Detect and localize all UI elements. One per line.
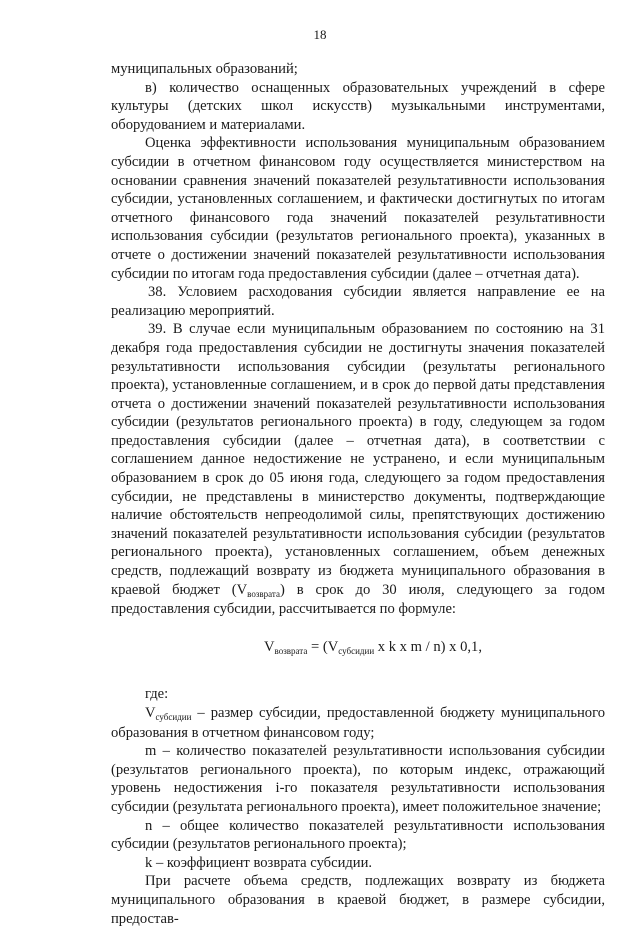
definition-m: m – количество показателей результативности использования субсидии (результатов регионального проекта), по которым индекс, отражающий уровень недостижения i-го показателя результативности использования субсидии (результата регионального проекта), имеет положительное значение; (111, 743, 605, 815)
formula-equals: = (V (307, 638, 339, 655)
definition-v: V (145, 705, 156, 721)
paragraph-item-v: в) количество оснащенных образовательных учреждений в сфере культуры (детских школ искусств) музыкальными инструментами, оборудованием и материалами. (111, 79, 605, 133)
document-body (111, 60, 605, 928)
paragraph-refund-calculation: При расчете объема средств, подлежащих возврату из бюджета муниципального образования в краевой бюджет, в размере субсидии, предостав- (111, 873, 605, 927)
definition-v-text: – размер субсидии, предоставленной бюджету муниципального образования в отчетном финансовом году; (111, 705, 605, 741)
paragraph-39-text-b: ) в срок до 30 июля, следующего за годом предоставления субсидии, рассчитывается по формуле: (111, 581, 605, 618)
definition-v-subsidy (111, 704, 605, 742)
paragraph-39 (111, 320, 605, 619)
refund-formula (111, 638, 605, 658)
formula-subscript-refund: возврата (274, 645, 308, 656)
definition-k: k – коэффициент возврата субсидии. (145, 854, 373, 871)
formula-tail: x k x m / n) x 0,1, (374, 638, 482, 655)
where-label: где: (145, 686, 169, 703)
paragraph-municipal-end: муниципальных образований; (111, 61, 298, 77)
paragraph-39-text-a: 39. В случае если муниципальным образованием по состоянию на 31 декабря года предоставления субсидии не достигнуты значения показателей результативности использования субсидии (результаты регионального проекта), установленные соглашением, и в срок до первой даты представления отчета о достижении значений показателей результативности использования субсидии (результатов регионального проекта) в году, следующем за годом предоставления субсидии (далее – отчетная дата), в соответствии с соглашением данное недостижение не устранено, и если муниципальным образованием в срок до 05 июня года, следующего за годом предоставления субсидии, не представлены в министерство документы, подтверждающие наличие обстоятельств непреодолимой силы, препятствующих достижению значений показателей результативности использования субсидии (результатов регионального проекта), установленных соглашением, объем денежных средств, подлежащий возврату из бюджета муниципального образования в краевой бюджет (V (111, 321, 605, 598)
paragraph-efficiency-assessment: Оценка эффективности использования муниципальным образованием субсидии в отчетном финансовом году осуществляется министерством на основании сравнения значений показателей результативности использования субсидии, установленных соглашением, и фактически достигнутых по итогам отчетного финансового года значений показателей результативности использования субсидии (результатов регионального проекта), указанных в отчете о достижении значений показателей результативности использования субсидии по итогам года предоставления субсидии (далее – отчетная дата). (111, 135, 605, 282)
definition-n: n – общее количество показателей результативности использования субсидии (результатов регионального проекта); (111, 817, 605, 853)
definition-v-subscript: субсидии (155, 712, 192, 722)
paragraph-39-subscript: возврата (247, 588, 280, 599)
paragraph-38: 38. Условием расходования субсидии является направление ее на реализацию мероприятий. (111, 284, 605, 319)
formula-v: V (264, 638, 275, 655)
formula-subscript-subsidy: субсидии (338, 645, 375, 656)
page-number: 18 (313, 27, 327, 42)
